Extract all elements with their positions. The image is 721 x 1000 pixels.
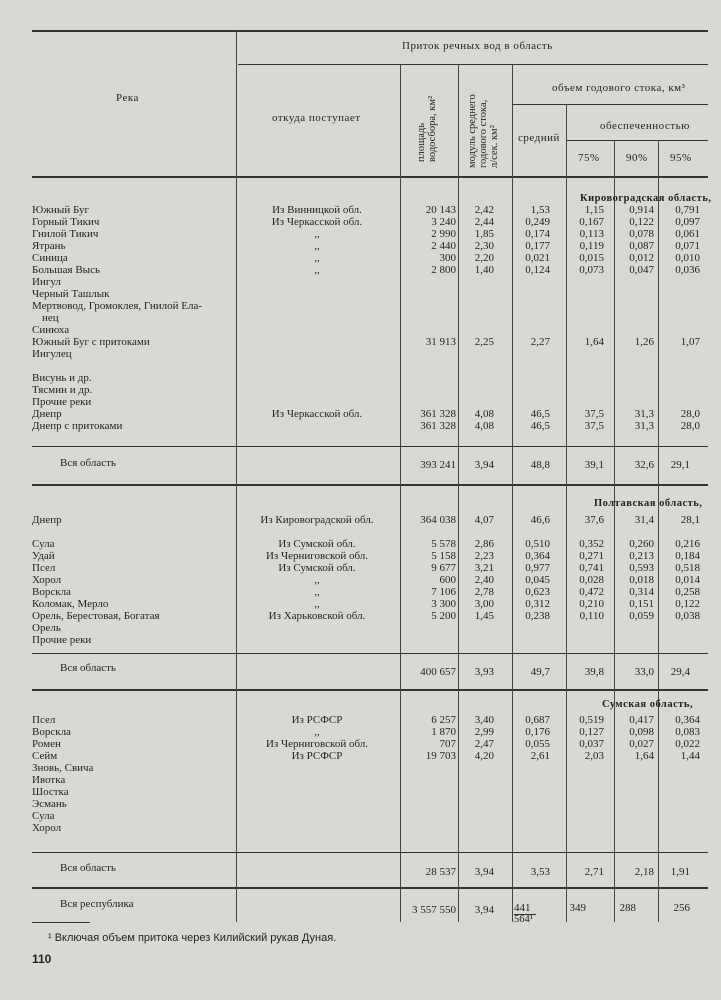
river-name: Днепр (32, 514, 62, 526)
source-cell (236, 372, 398, 384)
p75-column-poltava: 37,6 0,352 0,271 0,741 0,028 0,472 0,210 0,110 (579, 514, 604, 622)
col-divider-source (400, 64, 401, 922)
river-name: Псел (32, 562, 56, 574)
total-p90-kirovograd: 32,6 (634, 459, 654, 471)
river-name: Мертвовод, Громоклея, Гнилой Ела- (32, 300, 202, 312)
p95-column-poltava: 28,1 0,216 0,184 0,518 0,014 0,258 0,122 0,038 (675, 514, 700, 622)
source-cell: ,, (314, 240, 320, 252)
module-column-kirovograd: 2,42 2,44 1,85 2,30 2,20 1,40 2,25 4,08 4,08 (474, 204, 494, 432)
river-name: Прочие реки (32, 634, 92, 646)
kirovograd-end-rule (32, 484, 708, 486)
total-p90-poltava: 33,0 (634, 666, 654, 678)
area-column-kirovograd: 20 143 3 240 2 990 2 440 300 2 800 31 913 361 328 361 328 (420, 204, 456, 432)
river-list-kirovograd (32, 204, 202, 432)
source-cell (236, 300, 398, 312)
region-title-poltava: Полтавская область, (594, 498, 703, 509)
module-column-sumy: 3,40 2,99 2,47 4,20 (474, 714, 494, 762)
republic-module: 3,94 (474, 904, 494, 916)
river-name: Орель (32, 622, 61, 634)
source-cell: Из Черниговской обл. (265, 738, 369, 750)
page-number: 110 (32, 952, 52, 966)
river-name: Большая Высь (32, 264, 100, 276)
source-cell (236, 312, 398, 324)
p90-column-sumy: 0,417 0,098 0,027 1,64 (629, 714, 654, 762)
river-name: Хорол (32, 822, 62, 834)
area-column-sumy: 6 257 1 870 707 19 703 (425, 714, 456, 762)
source-cell (236, 324, 398, 336)
source-cell (236, 420, 398, 432)
river-name (32, 360, 202, 372)
header-inflow-group: Приток речных вод в область (402, 40, 553, 52)
total-p75-poltava: 39,8 (584, 666, 604, 678)
river-name: Удай (32, 550, 55, 562)
source-cell: ,, (314, 252, 320, 264)
p90-column-poltava: 31,4 0,260 0,213 0,593 0,018 0,314 0,151 0,059 (629, 514, 654, 622)
river-list-sumy (32, 714, 93, 834)
river-name: Хорол (32, 574, 62, 586)
source-cell: ,, (314, 264, 320, 276)
total-p95-sumy: 1,91 (670, 866, 690, 878)
mean-column-kirovograd: 1,53 0,249 0,174 0,177 0,021 0,124 2,27 46,5 46,5 (525, 204, 550, 432)
header-bottom-rule (32, 176, 708, 178)
river-name: Ингулец (32, 348, 72, 360)
col-divider-p90 (658, 140, 659, 922)
river-name: Ятрань (32, 240, 66, 252)
total-label-kirovograd: Вся область (60, 457, 116, 469)
total-mean-poltava: 49,7 (530, 666, 550, 678)
total-area-sumy: 28 537 (425, 866, 456, 878)
republic-mean: 441 (514, 902, 531, 914)
poltava-total-rule (32, 653, 708, 654)
river-name: Тясмин и др. (32, 384, 93, 396)
source-list-poltava (236, 514, 398, 646)
source-cell: ,, (314, 228, 320, 240)
total-label-sumy: Вся область (60, 862, 116, 874)
river-name: Южный Буг с притоками (32, 336, 150, 348)
header-probability-group: обеспеченностью (600, 120, 690, 132)
republic-p75: 349 (569, 902, 586, 914)
source-cell: Из Харьковской обл. (268, 610, 366, 622)
col-divider-mean (566, 104, 567, 922)
total-area-kirovograd: 393 241 (420, 459, 456, 471)
total-module-poltava: 3,93 (474, 666, 494, 678)
total-p90-sumy: 2,18 (634, 866, 654, 878)
source-cell: Из Черниговской обл. (265, 550, 369, 562)
river-name: Висунь и др. (32, 372, 92, 384)
source-cell (236, 786, 398, 798)
source-cell: Из Сумской обл. (278, 538, 356, 550)
region-title-kirovograd: Кировоградская область, (580, 193, 712, 204)
river-name: Черный Ташлык (32, 288, 110, 300)
source-cell: Из Кировоградской обл. (260, 514, 374, 526)
p95-column-kirovograd: 0,791 0,097 0,061 0,071 0,010 0,036 1,07 28,0 28,0 (675, 204, 700, 432)
river-name: Днепр (32, 408, 62, 420)
total-label-poltava: Вся область (60, 662, 116, 674)
river-name: Зновь, Свича (32, 762, 94, 774)
total-area-poltava: 400 657 (420, 666, 456, 678)
river-name: Сула (32, 538, 55, 550)
source-cell (236, 396, 398, 408)
header-p95: 95% (670, 152, 692, 164)
p90-column-kirovograd: 0,914 0,122 0,078 0,087 0,012 0,047 1,26 31,3 31,3 (629, 204, 654, 432)
source-cell: Из РСФСР (291, 714, 343, 726)
col-divider-p75 (614, 140, 615, 922)
republic-area: 3 557 550 (412, 904, 456, 916)
source-cell (236, 276, 398, 288)
river-name: Ивотка (32, 774, 66, 786)
sumy-end-rule (32, 887, 708, 889)
river-name: Прочие реки (32, 396, 92, 408)
total-p75-sumy: 2,71 (584, 866, 604, 878)
river-list-poltava (32, 514, 160, 646)
total-module-sumy: 3,94 (474, 866, 494, 878)
source-list-sumy (236, 714, 398, 834)
total-p95-kirovograd: 29,1 (670, 459, 690, 471)
source-cell: ,, (314, 598, 320, 610)
header-river: Река (116, 92, 139, 104)
total-p75-kirovograd: 39,1 (584, 459, 604, 471)
footnote: ¹ Включая объем притока через Килийский рукав Дуная. (48, 932, 337, 944)
total-mean-kirovograd: 48,8 (530, 459, 550, 471)
mean-column-poltava: 46,6 0,510 0,364 0,977 0,045 0,623 0,312 0,238 (525, 514, 550, 622)
source-cell: Из Черкасской обл. (271, 216, 363, 228)
river-name: Сула (32, 810, 55, 822)
source-cell: Из Сумской обл. (278, 562, 356, 574)
mean-column-sumy: 0,687 0,176 0,055 2,61 (525, 714, 550, 762)
total-mean-sumy: 3,53 (530, 866, 550, 878)
river-name: Шостка (32, 786, 69, 798)
river-name: Синица (32, 252, 68, 264)
source-cell: ,, (314, 574, 320, 586)
probability-group-rule (566, 140, 708, 141)
source-list-kirovograd (236, 204, 398, 432)
poltava-end-rule (32, 689, 708, 691)
region-title-sumy: Сумская область, (602, 699, 694, 710)
area-column-poltava: 364 038 5 578 5 158 9 677 600 7 106 3 300 5 200 (420, 514, 456, 622)
river-name: Ингул (32, 276, 61, 288)
kirovograd-total-rule (32, 446, 708, 447)
river-name: Ворскла (32, 726, 71, 738)
col-divider-module (512, 64, 513, 922)
source-cell (236, 622, 398, 634)
volume-group-rule (512, 104, 708, 105)
header-p90: 90% (626, 152, 648, 164)
source-cell (236, 822, 398, 834)
river-name: Южный Буг (32, 204, 90, 216)
source-cell (236, 336, 398, 348)
river-name: Сейм (32, 750, 58, 762)
republic-p90: 288 (619, 902, 636, 914)
river-name: нец (42, 312, 59, 324)
river-name: Ромен (32, 738, 61, 750)
p75-column-sumy: 0,519 0,127 0,037 2,03 (579, 714, 604, 762)
header-source: откуда поступает (272, 112, 361, 124)
river-name (32, 526, 160, 538)
inflow-group-rule (238, 64, 708, 65)
river-name: Ворскла (32, 586, 71, 598)
header-mean: средний (518, 132, 560, 144)
source-cell: Из Винницкой обл. (272, 204, 362, 216)
source-cell (236, 810, 398, 822)
river-name: Гнилой Тикич (32, 228, 99, 240)
header-volume-group: объем годового стока, км³ (552, 82, 686, 94)
republic-label: Вся республика (60, 898, 134, 910)
source-cell (236, 526, 398, 538)
module-column-poltava: 4,07 2,86 2,23 3,21 2,40 2,78 3,00 1,45 (474, 514, 494, 622)
source-cell: Из РСФСР (291, 750, 343, 762)
republic-p95: 256 (673, 902, 690, 914)
header-module: модуль среднего годового стока, л/сек. км² (467, 94, 500, 168)
source-cell (236, 348, 398, 360)
source-cell: ,, (314, 586, 320, 598)
footnote-rule (32, 922, 90, 923)
col-divider-area (458, 64, 459, 922)
table-top-rule (32, 30, 708, 32)
river-name: Эсмань (32, 798, 67, 810)
source-cell (236, 634, 398, 646)
source-cell (236, 774, 398, 786)
total-module-kirovograd: 3,94 (474, 459, 494, 471)
p95-column-sumy: 0,364 0,083 0,022 1,44 (675, 714, 700, 762)
republic-mean-note: 564¹ (514, 914, 533, 925)
sumy-total-rule (32, 852, 708, 853)
p75-column-kirovograd: 1,15 0,167 0,113 0,119 0,015 0,073 1,64 37,5 37,5 (579, 204, 604, 432)
river-name: Синюха (32, 324, 70, 336)
source-cell (236, 762, 398, 774)
river-name: Псел (32, 714, 56, 726)
source-cell: ,, (314, 726, 320, 738)
header-area: площадь водосбора, км² (416, 95, 438, 162)
source-cell (236, 798, 398, 810)
source-cell: Из Черкасской обл. (271, 408, 363, 420)
source-cell (236, 384, 398, 396)
river-name: Горный Тикич (32, 216, 100, 228)
total-p95-poltava: 29,4 (670, 666, 690, 678)
river-name: Коломак, Мерло (32, 598, 109, 610)
river-name: Днепр с притоками (32, 420, 123, 432)
header-p75: 75% (578, 152, 600, 164)
source-cell (236, 288, 398, 300)
source-cell (236, 360, 398, 372)
river-name: Орель, Берестовая, Богатая (32, 610, 160, 622)
